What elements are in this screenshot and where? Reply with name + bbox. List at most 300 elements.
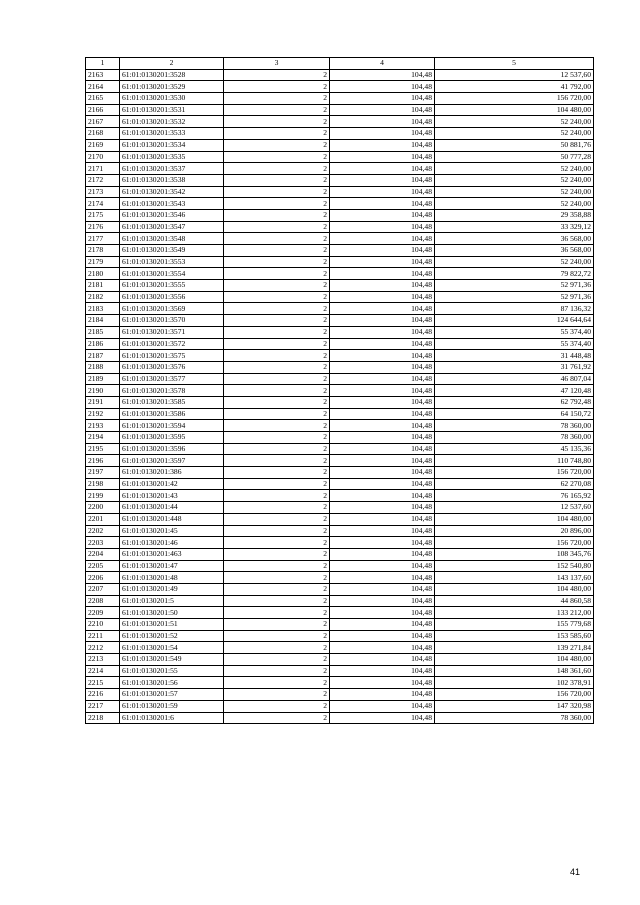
table-row <box>86 69 594 81</box>
table-cell-col-5: 31 448,48 <box>435 350 594 362</box>
table-cell-col-2: 61:01:0130201:52 <box>120 630 224 642</box>
table-cell-col-4: 104,48 <box>330 490 435 502</box>
table-cell-col-5: 41 792,00 <box>435 81 594 93</box>
table-cell-col-5: 76 165,92 <box>435 490 594 502</box>
table-row <box>86 221 594 233</box>
table-cell-col-2: 61:01:0130201:56 <box>120 677 224 689</box>
table-cell-col-3: 2 <box>224 361 330 373</box>
table-cell-col-1: 2216 <box>86 689 120 701</box>
table-cell-col-2: 61:01:0130201:5 <box>120 595 224 607</box>
table-cell-col-3: 2 <box>224 186 330 198</box>
table-cell-col-3: 2 <box>224 151 330 163</box>
table-cell-col-3: 2 <box>224 81 330 93</box>
table-cell-col-1: 2173 <box>86 186 120 198</box>
table-cell-col-5: 36 568,00 <box>435 233 594 245</box>
table-cell-col-5: 139 271,84 <box>435 642 594 654</box>
table-cell-col-4: 104,48 <box>330 712 435 724</box>
table-row <box>86 350 594 362</box>
table-cell-col-5: 133 212,00 <box>435 607 594 619</box>
table-cell-col-1: 2218 <box>86 712 120 724</box>
table-cell-col-4: 104,48 <box>330 198 435 210</box>
table-row <box>86 443 594 455</box>
table-cell-col-4: 104,48 <box>330 619 435 631</box>
table-cell-col-3: 2 <box>224 689 330 701</box>
table-cell-col-4: 104,48 <box>330 81 435 93</box>
table-cell-col-3: 2 <box>224 455 330 467</box>
table-cell-col-5: 78 360,00 <box>435 420 594 432</box>
table-cell-col-4: 104,48 <box>330 689 435 701</box>
table-cell-col-2: 61:01:0130201:47 <box>120 560 224 572</box>
table-row <box>86 420 594 432</box>
table-cell-col-5: 104 480,00 <box>435 583 594 595</box>
table-row <box>86 209 594 221</box>
table-cell-col-4: 104,48 <box>330 467 435 479</box>
table-row <box>86 583 594 595</box>
table-body <box>86 69 594 724</box>
table-row <box>86 408 594 420</box>
table-cell-col-2: 61:01:0130201:3554 <box>120 268 224 280</box>
table-cell-col-2: 61:01:0130201:549 <box>120 654 224 666</box>
table-row <box>86 116 594 128</box>
table-cell-col-3: 2 <box>224 642 330 654</box>
table-cell-col-2: 61:01:0130201:49 <box>120 583 224 595</box>
table-cell-col-4: 104,48 <box>330 572 435 584</box>
table-cell-col-1: 2176 <box>86 221 120 233</box>
table-cell-col-2: 61:01:0130201:3575 <box>120 350 224 362</box>
table-cell-col-5: 36 568,00 <box>435 245 594 257</box>
table-cell-col-1: 2195 <box>86 443 120 455</box>
table-cell-col-1: 2206 <box>86 572 120 584</box>
table-cell-col-2: 61:01:0130201:3578 <box>120 385 224 397</box>
table-cell-col-2: 61:01:0130201:3594 <box>120 420 224 432</box>
table-cell-col-5: 33 329,12 <box>435 221 594 233</box>
table-cell-col-5: 52 971,36 <box>435 291 594 303</box>
table-row <box>86 198 594 210</box>
table-cell-col-4: 104,48 <box>330 326 435 338</box>
table-cell-col-3: 2 <box>224 432 330 444</box>
table-cell-col-5: 55 374,40 <box>435 338 594 350</box>
table-cell-col-5: 62 270,08 <box>435 478 594 490</box>
table-cell-col-2: 61:01:0130201:3547 <box>120 221 224 233</box>
header-col-3: 3 <box>224 58 330 70</box>
table-cell-col-3: 2 <box>224 677 330 689</box>
table-row <box>86 595 594 607</box>
table-cell-col-5: 78 360,00 <box>435 712 594 724</box>
table-cell-col-5: 52 240,00 <box>435 186 594 198</box>
table-cell-col-3: 2 <box>224 163 330 175</box>
header-col-2: 2 <box>120 58 224 70</box>
table-row <box>86 467 594 479</box>
table-row <box>86 385 594 397</box>
table-cell-col-5: 78 360,00 <box>435 432 594 444</box>
table-cell-col-4: 104,48 <box>330 432 435 444</box>
data-table <box>85 57 594 724</box>
table-cell-col-3: 2 <box>224 665 330 677</box>
table-cell-col-3: 2 <box>224 467 330 479</box>
table-cell-col-2: 61:01:0130201:3530 <box>120 93 224 105</box>
table-cell-col-4: 104,48 <box>330 595 435 607</box>
table-cell-col-5: 52 240,00 <box>435 198 594 210</box>
table-cell-col-2: 61:01:0130201:3532 <box>120 116 224 128</box>
table-row <box>86 338 594 350</box>
table-cell-col-5: 148 361,60 <box>435 665 594 677</box>
table-cell-col-2: 61:01:0130201:386 <box>120 467 224 479</box>
table-cell-col-3: 2 <box>224 408 330 420</box>
table-row <box>86 174 594 186</box>
table-row <box>86 128 594 140</box>
table-cell-col-1: 2193 <box>86 420 120 432</box>
table-row <box>86 712 594 724</box>
table-cell-col-1: 2185 <box>86 326 120 338</box>
table-cell-col-3: 2 <box>224 338 330 350</box>
table-cell-col-3: 2 <box>224 69 330 81</box>
table-cell-col-4: 104,48 <box>330 69 435 81</box>
table-cell-col-1: 2194 <box>86 432 120 444</box>
table-cell-col-3: 2 <box>224 233 330 245</box>
table-row <box>86 665 594 677</box>
table-row <box>86 315 594 327</box>
table-cell-col-1: 2174 <box>86 198 120 210</box>
table-row <box>86 513 594 525</box>
table-cell-col-1: 2177 <box>86 233 120 245</box>
table-cell-col-3: 2 <box>224 525 330 537</box>
table-cell-col-5: 152 540,80 <box>435 560 594 572</box>
table-cell-col-4: 104,48 <box>330 513 435 525</box>
table-row <box>86 537 594 549</box>
table-row <box>86 572 594 584</box>
header-col-1: 1 <box>86 58 120 70</box>
table-cell-col-2: 61:01:0130201:3549 <box>120 245 224 257</box>
table-cell-col-1: 2169 <box>86 139 120 151</box>
table-cell-col-1: 2204 <box>86 548 120 560</box>
table-cell-col-3: 2 <box>224 607 330 619</box>
table-cell-col-3: 2 <box>224 128 330 140</box>
table-row <box>86 455 594 467</box>
table-header <box>86 58 594 70</box>
table-cell-col-4: 104,48 <box>330 209 435 221</box>
page-number: 41 <box>570 867 581 877</box>
table-cell-col-1: 2180 <box>86 268 120 280</box>
header-col-4: 4 <box>330 58 435 70</box>
table-cell-col-3: 2 <box>224 280 330 292</box>
header-col-5: 5 <box>435 58 594 70</box>
table-cell-col-3: 2 <box>224 256 330 268</box>
table-cell-col-4: 104,48 <box>330 303 435 315</box>
table-cell-col-3: 2 <box>224 548 330 560</box>
table-cell-col-5: 50 777,28 <box>435 151 594 163</box>
table-cell-col-3: 2 <box>224 654 330 666</box>
table-cell-col-5: 62 792,48 <box>435 396 594 408</box>
table-cell-col-2: 61:01:0130201:3569 <box>120 303 224 315</box>
table-cell-col-2: 61:01:0130201:44 <box>120 502 224 514</box>
table-cell-col-3: 2 <box>224 174 330 186</box>
table-cell-col-5: 102 378,91 <box>435 677 594 689</box>
table-cell-col-4: 104,48 <box>330 548 435 560</box>
table-cell-col-1: 2171 <box>86 163 120 175</box>
table-cell-col-1: 2175 <box>86 209 120 221</box>
table-cell-col-1: 2210 <box>86 619 120 631</box>
table-cell-col-5: 79 822,72 <box>435 268 594 280</box>
table-cell-col-1: 2199 <box>86 490 120 502</box>
table-cell-col-5: 52 240,00 <box>435 256 594 268</box>
table-cell-col-1: 2186 <box>86 338 120 350</box>
table-cell-col-5: 47 120,48 <box>435 385 594 397</box>
table-cell-col-4: 104,48 <box>330 373 435 385</box>
table-cell-col-4: 104,48 <box>330 174 435 186</box>
table-cell-col-4: 104,48 <box>330 665 435 677</box>
table-cell-col-5: 104 480,00 <box>435 654 594 666</box>
table-cell-col-4: 104,48 <box>330 583 435 595</box>
table-cell-col-5: 87 136,32 <box>435 303 594 315</box>
table-cell-col-3: 2 <box>224 303 330 315</box>
table-cell-col-2: 61:01:0130201:43 <box>120 490 224 502</box>
table-cell-col-3: 2 <box>224 315 330 327</box>
table-row <box>86 525 594 537</box>
table-row <box>86 256 594 268</box>
table-row <box>86 700 594 712</box>
table-cell-col-3: 2 <box>224 373 330 385</box>
table-row <box>86 245 594 257</box>
table-cell-col-1: 2179 <box>86 256 120 268</box>
table-cell-col-1: 2214 <box>86 665 120 677</box>
table-cell-col-3: 2 <box>224 478 330 490</box>
table-cell-col-3: 2 <box>224 268 330 280</box>
table-cell-col-4: 104,48 <box>330 700 435 712</box>
table-cell-col-1: 2198 <box>86 478 120 490</box>
table-cell-col-5: 110 748,80 <box>435 455 594 467</box>
table-cell-col-5: 156 720,00 <box>435 537 594 549</box>
table-cell-col-1: 2202 <box>86 525 120 537</box>
table-cell-col-1: 2207 <box>86 583 120 595</box>
table-row <box>86 373 594 385</box>
table-cell-col-4: 104,48 <box>330 677 435 689</box>
table-cell-col-2: 61:01:0130201:42 <box>120 478 224 490</box>
table-row <box>86 291 594 303</box>
table-cell-col-5: 64 150,72 <box>435 408 594 420</box>
table-cell-col-4: 104,48 <box>330 396 435 408</box>
table-cell-col-4: 104,48 <box>330 502 435 514</box>
table-cell-col-4: 104,48 <box>330 139 435 151</box>
table-cell-col-3: 2 <box>224 712 330 724</box>
table-cell-col-5: 52 971,36 <box>435 280 594 292</box>
table-cell-col-2: 61:01:0130201:3577 <box>120 373 224 385</box>
table-cell-col-2: 61:01:0130201:3553 <box>120 256 224 268</box>
table-cell-col-4: 104,48 <box>330 630 435 642</box>
table-cell-col-1: 2184 <box>86 315 120 327</box>
table-cell-col-5: 12 537,60 <box>435 502 594 514</box>
table-cell-col-3: 2 <box>224 291 330 303</box>
table-cell-col-5: 156 720,00 <box>435 689 594 701</box>
table-cell-col-2: 61:01:0130201:3546 <box>120 209 224 221</box>
table-cell-col-2: 61:01:0130201:59 <box>120 700 224 712</box>
table-cell-col-4: 104,48 <box>330 116 435 128</box>
table-cell-col-4: 104,48 <box>330 350 435 362</box>
table-cell-col-2: 61:01:0130201:46 <box>120 537 224 549</box>
table-cell-col-1: 2170 <box>86 151 120 163</box>
table-row <box>86 233 594 245</box>
table-cell-col-4: 104,48 <box>330 93 435 105</box>
table-cell-col-2: 61:01:0130201:463 <box>120 548 224 560</box>
table-cell-col-5: 52 240,00 <box>435 116 594 128</box>
table-cell-col-5: 156 720,00 <box>435 467 594 479</box>
table-cell-col-2: 61:01:0130201:3595 <box>120 432 224 444</box>
table-cell-col-3: 2 <box>224 104 330 116</box>
table-cell-col-4: 104,48 <box>330 537 435 549</box>
table-row <box>86 268 594 280</box>
table-cell-col-3: 2 <box>224 420 330 432</box>
table-row <box>86 326 594 338</box>
table-cell-col-2: 61:01:0130201:3596 <box>120 443 224 455</box>
table-row <box>86 619 594 631</box>
table-cell-col-2: 61:01:0130201:3543 <box>120 198 224 210</box>
table-cell-col-2: 61:01:0130201:3548 <box>120 233 224 245</box>
table-cell-col-1: 2196 <box>86 455 120 467</box>
table-cell-col-4: 104,48 <box>330 315 435 327</box>
table-cell-col-4: 104,48 <box>330 420 435 432</box>
table-cell-col-4: 104,48 <box>330 268 435 280</box>
table-cell-col-4: 104,48 <box>330 607 435 619</box>
table-cell-col-3: 2 <box>224 350 330 362</box>
table-cell-col-2: 61:01:0130201:3542 <box>120 186 224 198</box>
table-cell-col-4: 104,48 <box>330 408 435 420</box>
table-row <box>86 81 594 93</box>
table-cell-col-4: 104,48 <box>330 525 435 537</box>
table-cell-col-1: 2168 <box>86 128 120 140</box>
table-cell-col-5: 153 585,60 <box>435 630 594 642</box>
table-cell-col-1: 2164 <box>86 81 120 93</box>
table-cell-col-3: 2 <box>224 537 330 549</box>
table-cell-col-2: 61:01:0130201:6 <box>120 712 224 724</box>
table-cell-col-5: 52 240,00 <box>435 163 594 175</box>
table-cell-col-2: 61:01:0130201:3555 <box>120 280 224 292</box>
table-cell-col-4: 104,48 <box>330 642 435 654</box>
table-cell-col-2: 61:01:0130201:3534 <box>120 139 224 151</box>
table-cell-col-1: 2215 <box>86 677 120 689</box>
table-cell-col-3: 2 <box>224 245 330 257</box>
table-cell-col-1: 2191 <box>86 396 120 408</box>
table-cell-col-4: 104,48 <box>330 361 435 373</box>
table-cell-col-5: 46 807,04 <box>435 373 594 385</box>
table-cell-col-4: 104,48 <box>330 338 435 350</box>
table-cell-col-5: 50 881,76 <box>435 139 594 151</box>
table-cell-col-1: 2172 <box>86 174 120 186</box>
table-cell-col-2: 61:01:0130201:3535 <box>120 151 224 163</box>
table-cell-col-5: 12 537,60 <box>435 69 594 81</box>
table-cell-col-2: 61:01:0130201:54 <box>120 642 224 654</box>
table-cell-col-3: 2 <box>224 139 330 151</box>
table-cell-col-1: 2209 <box>86 607 120 619</box>
table-cell-col-3: 2 <box>224 502 330 514</box>
table-cell-col-5: 124 644,64 <box>435 315 594 327</box>
table-cell-col-4: 104,48 <box>330 233 435 245</box>
table-cell-col-3: 2 <box>224 221 330 233</box>
table-cell-col-3: 2 <box>224 385 330 397</box>
table-cell-col-1: 2217 <box>86 700 120 712</box>
table-cell-col-4: 104,48 <box>330 654 435 666</box>
table-cell-col-4: 104,48 <box>330 163 435 175</box>
table-row <box>86 502 594 514</box>
table-cell-col-4: 104,48 <box>330 280 435 292</box>
table-cell-col-3: 2 <box>224 198 330 210</box>
table-cell-col-3: 2 <box>224 116 330 128</box>
table-row <box>86 396 594 408</box>
table-cell-col-1: 2163 <box>86 69 120 81</box>
table-cell-col-1: 2192 <box>86 408 120 420</box>
table-cell-col-2: 61:01:0130201:55 <box>120 665 224 677</box>
table-cell-col-5: 147 320,98 <box>435 700 594 712</box>
table-cell-col-2: 61:01:0130201:50 <box>120 607 224 619</box>
table-cell-col-2: 61:01:0130201:51 <box>120 619 224 631</box>
table-cell-col-2: 61:01:0130201:3585 <box>120 396 224 408</box>
table-cell-col-1: 2197 <box>86 467 120 479</box>
table-cell-col-1: 2200 <box>86 502 120 514</box>
table-row <box>86 548 594 560</box>
table-cell-col-4: 104,48 <box>330 385 435 397</box>
table-cell-col-4: 104,48 <box>330 443 435 455</box>
table-row <box>86 151 594 163</box>
table-row <box>86 361 594 373</box>
table-cell-col-4: 104,48 <box>330 478 435 490</box>
table-row <box>86 104 594 116</box>
table-cell-col-5: 31 761,92 <box>435 361 594 373</box>
table-cell-col-5: 155 779,68 <box>435 619 594 631</box>
document-sheet <box>85 57 590 724</box>
table-row <box>86 630 594 642</box>
table-cell-col-3: 2 <box>224 583 330 595</box>
table-cell-col-1: 2166 <box>86 104 120 116</box>
table-cell-col-3: 2 <box>224 93 330 105</box>
table-cell-col-2: 61:01:0130201:448 <box>120 513 224 525</box>
table-cell-col-4: 104,48 <box>330 256 435 268</box>
table-cell-col-3: 2 <box>224 595 330 607</box>
table-cell-col-1: 2208 <box>86 595 120 607</box>
table-cell-col-3: 2 <box>224 326 330 338</box>
table-cell-col-3: 2 <box>224 700 330 712</box>
table-cell-col-2: 61:01:0130201:3533 <box>120 128 224 140</box>
table-cell-col-1: 2189 <box>86 373 120 385</box>
table-cell-col-1: 2190 <box>86 385 120 397</box>
table-cell-col-3: 2 <box>224 630 330 642</box>
table-cell-col-2: 61:01:0130201:3537 <box>120 163 224 175</box>
table-cell-col-5: 29 358,88 <box>435 209 594 221</box>
table-cell-col-1: 2165 <box>86 93 120 105</box>
table-cell-col-2: 61:01:0130201:3529 <box>120 81 224 93</box>
table-row <box>86 654 594 666</box>
table-row <box>86 163 594 175</box>
table-cell-col-3: 2 <box>224 396 330 408</box>
table-cell-col-2: 61:01:0130201:3576 <box>120 361 224 373</box>
table-cell-col-4: 104,48 <box>330 455 435 467</box>
table-cell-col-2: 61:01:0130201:45 <box>120 525 224 537</box>
table-cell-col-2: 61:01:0130201:3586 <box>120 408 224 420</box>
table-row <box>86 93 594 105</box>
table-cell-col-3: 2 <box>224 560 330 572</box>
table-row <box>86 478 594 490</box>
table-row <box>86 607 594 619</box>
table-cell-col-1: 2203 <box>86 537 120 549</box>
table-cell-col-2: 61:01:0130201:48 <box>120 572 224 584</box>
table-cell-col-4: 104,48 <box>330 221 435 233</box>
table-row <box>86 280 594 292</box>
table-cell-col-2: 61:01:0130201:3531 <box>120 104 224 116</box>
table-cell-col-5: 45 135,36 <box>435 443 594 455</box>
table-cell-col-4: 104,48 <box>330 291 435 303</box>
table-cell-col-4: 104,48 <box>330 104 435 116</box>
table-row <box>86 303 594 315</box>
table-cell-col-2: 61:01:0130201:57 <box>120 689 224 701</box>
table-cell-col-5: 52 240,00 <box>435 128 594 140</box>
table-cell-col-5: 108 345,76 <box>435 548 594 560</box>
